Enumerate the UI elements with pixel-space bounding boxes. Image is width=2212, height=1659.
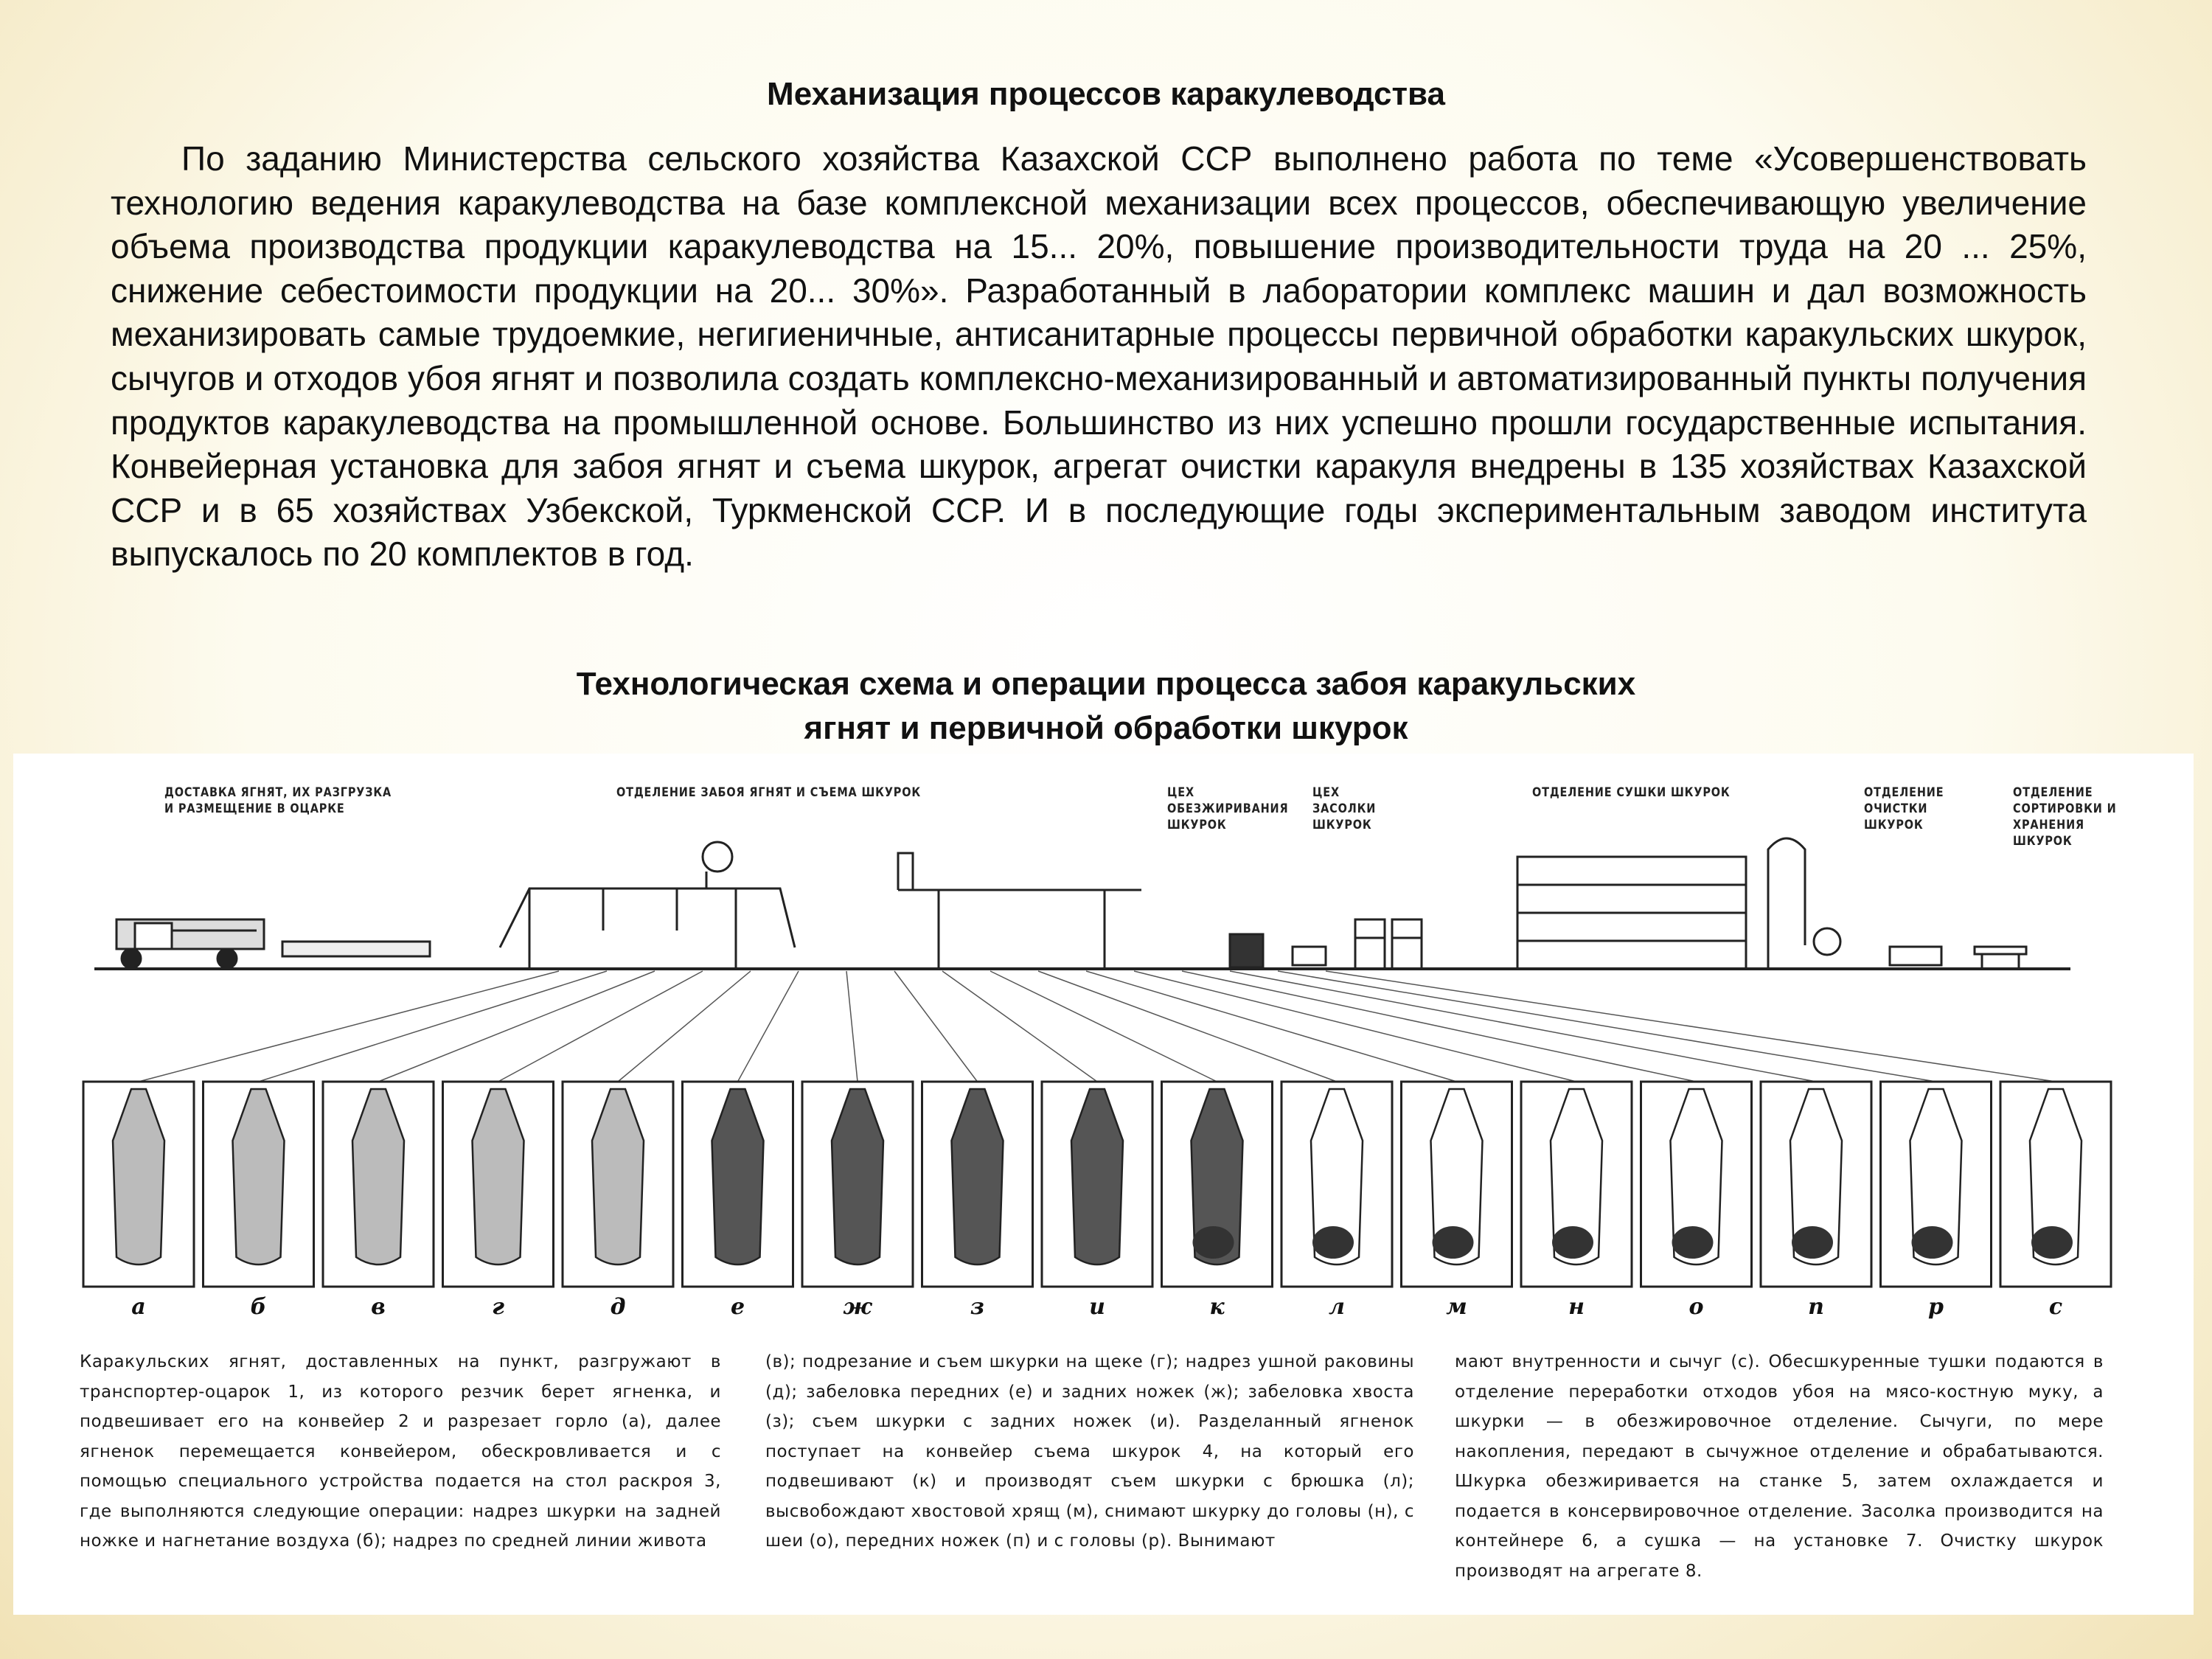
section-label-cleaning: ОТДЕЛЕНИЕ ОЧИСТКИ ШКУРОК <box>1864 785 1944 832</box>
frame-label: м <box>1446 1294 1467 1320</box>
operation-frame <box>922 1082 1033 1287</box>
frame-label: е <box>730 1294 745 1320</box>
operation-frame <box>323 1082 434 1287</box>
operation-frame <box>1761 1082 1871 1287</box>
degrease-machine-icon <box>1230 934 1263 967</box>
fan-line <box>1182 971 1697 1082</box>
frame-label: б <box>250 1294 267 1320</box>
slaughter-hall-roof-1 <box>500 842 795 969</box>
frame-label: с <box>2048 1294 2063 1320</box>
fan-line <box>259 971 608 1082</box>
frame-label: р <box>1928 1294 1944 1320</box>
operation-frame <box>443 1082 554 1287</box>
section-label-sorting: ОТДЕЛЕНИЕ СОРТИРОВКИ И ХРАНЕНИЯ ШКУРОК <box>2013 785 2117 849</box>
frame-label: о <box>1688 1294 1704 1320</box>
caption-column-1: Каракульских ягнят, доставленных на пункт, разгружают в транспортер-оцарок 1, из которого резчик берет ягненка, и подвешивает его на конвейер 2 и разрезает горло (а), далее ягненок перемещается конвейером, обескровливается и с помощью специального устройства подается на стол раскроя 3, где выполняются следующие операции: надрез шкурки на задней ножке и нагнетание воздуха (б); надрез по средней линии живота <box>80 1352 721 1551</box>
fan-line <box>139 971 559 1082</box>
fan-line <box>1134 971 1576 1082</box>
fan-line <box>1230 971 1816 1082</box>
fan-line <box>1038 971 1337 1082</box>
operation-frame <box>1881 1082 1992 1287</box>
fan-lines <box>139 971 2056 1082</box>
pelt-icon <box>1552 1226 1593 1259</box>
fan-line <box>738 971 799 1082</box>
operation-frame <box>683 1082 793 1287</box>
section-label-slaughter: ОТДЕЛЕНИЕ ЗАБОЯ ЯГНЯТ И СЪЕМА ШКУРОК <box>616 785 922 800</box>
pelt-icon <box>1193 1226 1234 1259</box>
pelt-icon <box>1792 1226 1833 1259</box>
fan-line <box>378 971 655 1082</box>
fan-line <box>498 971 703 1082</box>
operation-frame <box>1281 1082 1392 1287</box>
pelt-icon <box>2031 1226 2073 1259</box>
diagram-subtitle <box>0 662 2212 751</box>
operation-frame <box>204 1082 314 1287</box>
frame-label: п <box>1808 1294 1824 1320</box>
subtitle-line-1: Технологическая схема и операции процесса забоя каракульских <box>576 666 1636 702</box>
frame-label: н <box>1568 1294 1585 1320</box>
section-label-drying: ОТДЕЛЕНИЕ СУШКИ ШКУРОК <box>1532 785 1731 800</box>
frame-label: ж <box>843 1294 872 1320</box>
fan-line <box>618 971 751 1082</box>
subtitle-line-2: ягнят и первичной обработки шкурок <box>804 710 1408 746</box>
transporter-icon <box>282 942 430 956</box>
frame-label: к <box>1209 1294 1225 1320</box>
section-label-delivery: ДОСТАВКА ЯГНЯТ, ИХ РАЗГРУЗКА И РАЗМЕЩЕНИЕ В ОЦАРКЕ <box>164 785 392 816</box>
operation-frames <box>83 1082 2111 1287</box>
operation-frame <box>2000 1082 2111 1287</box>
pelt-icon <box>1672 1226 1714 1259</box>
operation-frame <box>1042 1082 1152 1287</box>
frame-label: в <box>371 1294 386 1320</box>
fan-line <box>1278 971 1936 1082</box>
page-title: Механизация процессов каракулеводства <box>767 76 1445 112</box>
operation-frame <box>1162 1082 1273 1287</box>
frame-label: л <box>1329 1294 1345 1320</box>
sorting-table-icon <box>1975 947 2026 969</box>
fan-line <box>990 971 1217 1082</box>
pelt-icon <box>1912 1226 1953 1259</box>
frame-label: г <box>492 1294 504 1320</box>
operation-frame <box>1641 1082 1752 1287</box>
pelt-icon <box>1433 1226 1474 1259</box>
operation-frame <box>563 1082 673 1287</box>
section-label-degrease: ЦЕХ ОБЕЗЖИРИВАНИЯ ШКУРОК <box>1167 785 1289 832</box>
frame-label: а <box>131 1294 146 1320</box>
cleaning-unit-icon <box>1890 947 1941 965</box>
fan-line <box>1326 971 2056 1082</box>
pelt-icon <box>1312 1226 1354 1259</box>
salting-container-icon <box>1355 919 1422 969</box>
operation-frame <box>1521 1082 1632 1287</box>
fan-line <box>1086 971 1457 1082</box>
process-diagram-plate <box>13 754 2194 1615</box>
truck-icon <box>116 919 264 968</box>
slaughter-hall-roof-2 <box>898 853 1141 969</box>
caption-column-3: мают внутренности и сычуг (с). Обесшкуренные тушки подаются в отделение переработки отходов убоя на мясо-костную муку, а шкурки — в обезжировочное отделение. Сычуги, по мере накопления, передают в сычужное отделение и обрабатываются. Шкурка обезжиривается на станке 5, затем охлаждается и подается в консервировочное отделение. Засолка производится на контейнере 6, а сушка — на установке 7. Очистку шкурок производят на агрегате 8. <box>1455 1352 2104 1581</box>
operation-frame <box>1402 1082 1512 1287</box>
operation-frame <box>802 1082 913 1287</box>
frame-label: д <box>610 1294 626 1320</box>
caption-column-2: (в); подрезание и съем шкурки на щеке (г); надрез ушной раковины (д); забеловка передних (е) и задних ножек (ж); забеловка хвоста (з); съем шкурки с задних ножек (и). Разделанный ягненок поступает на конвейер съема шкурок 4, на который его подвешивают (к) и производят съем шкурки с брюшка (л); высвобождают хвостовой хрящ (м), снимают шкурку до головы (н), с шеи (о), передних ножек (п) и с головы (р). Вынимают <box>765 1352 1414 1551</box>
section-label-salting: ЦЕХ ЗАСОЛКИ ШКУРОК <box>1312 785 1377 832</box>
frame-label: з <box>970 1294 985 1320</box>
frame-label: и <box>1089 1294 1105 1320</box>
fan-line <box>846 971 858 1082</box>
body-paragraph: По заданию Министерства сельского хозяйства Казахской ССР выполнено работа по теме «Усовершенствовать технологию ведения каракулеводства на базе комплексной механизации всех процессов, обеспечивающую увеличение объема производства продукции каракулеводства на 15... 20%, повышение производительности труда на 20 ... 25%, снижение себестоимости продукции на 20... 30%». Разработанный в лаборатории комплекс машин и дал возможность механизировать самые трудоемкие, негигиеничные, антисанитарные процессы первичной обработки каракульских шкурок, сычугов и отходов убоя ягнят и позволила создать комплексно-механизированный и автоматизированный пункты получения продуктов каракулеводства на промышленной основе. Большинство из них успешно прошли государственные испытания. Конвейерная установка для забоя ягнят и съема шкурок, агрегат очистки каракуля внедрены в 135 хозяйствах Казахской ССР и в 65 хозяйствах Узбекской, Туркменской ССР. И в последующие годы экспериментальным заводом института выпускалось по 20 комплектов в год. <box>111 139 2087 574</box>
drying-unit-icon <box>1517 838 1840 969</box>
cooling-table-icon <box>1293 947 1326 965</box>
operation-frame <box>83 1082 194 1287</box>
